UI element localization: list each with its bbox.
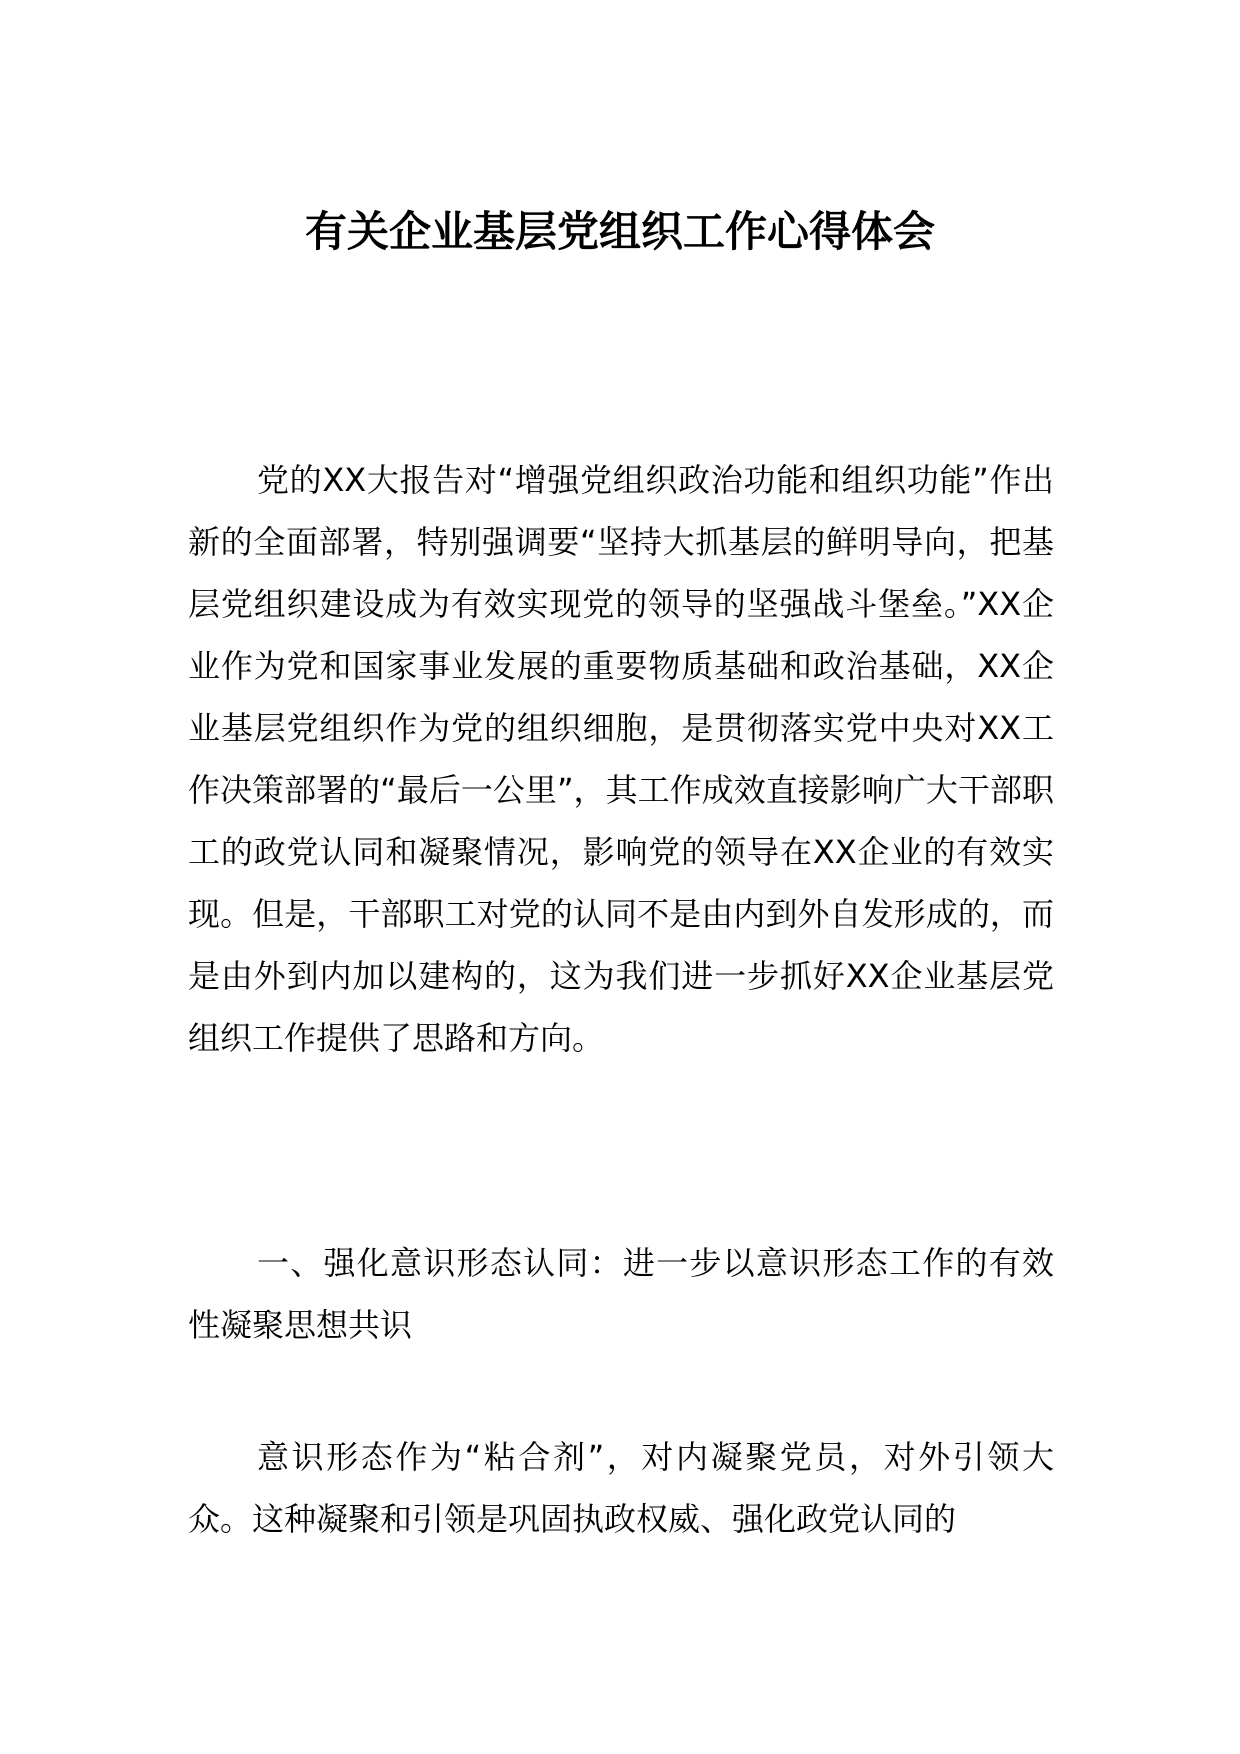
section-heading-1: 一、强化意识形态认同：进一步以意识形态工作的有效性凝聚思想共识 bbox=[188, 1244, 1054, 1344]
document-title: 有关企业基层党组织工作心得体会 bbox=[304, 207, 935, 256]
body-paragraph-intro: 党的XX大报告对“增强党组织政治功能和组织功能”作出新的全面部署，特别强调要“坚持大抓基层的鲜明导向，把基层党组织建设成为有效实现党的领导的坚强战斗堡垒。”XX企业作为党和国家事业发展的重要物质基础和政治基础，XX企业基层党组织作为党的组织细胞，是贯彻落实党中央对XX工作决策部署的“最后一公里”，其工作成效直接影响广大干部职工的政党认同和凝聚情况，影响党的领导在XX企业的有效实现。但是，干部职工对党的认同不是由内到外自发形成的，而是由外到内加以建构的，这为我们进一步抓好XX企业基层党组织工作提供了思路和方向。 bbox=[188, 461, 1054, 1057]
body-paragraph-ideology: 意识形态作为“粘合剂”，对内凝聚党员，对外引领大众。这种凝聚和引领是巩固执政权威、强化政党认同的 bbox=[188, 1438, 1054, 1538]
